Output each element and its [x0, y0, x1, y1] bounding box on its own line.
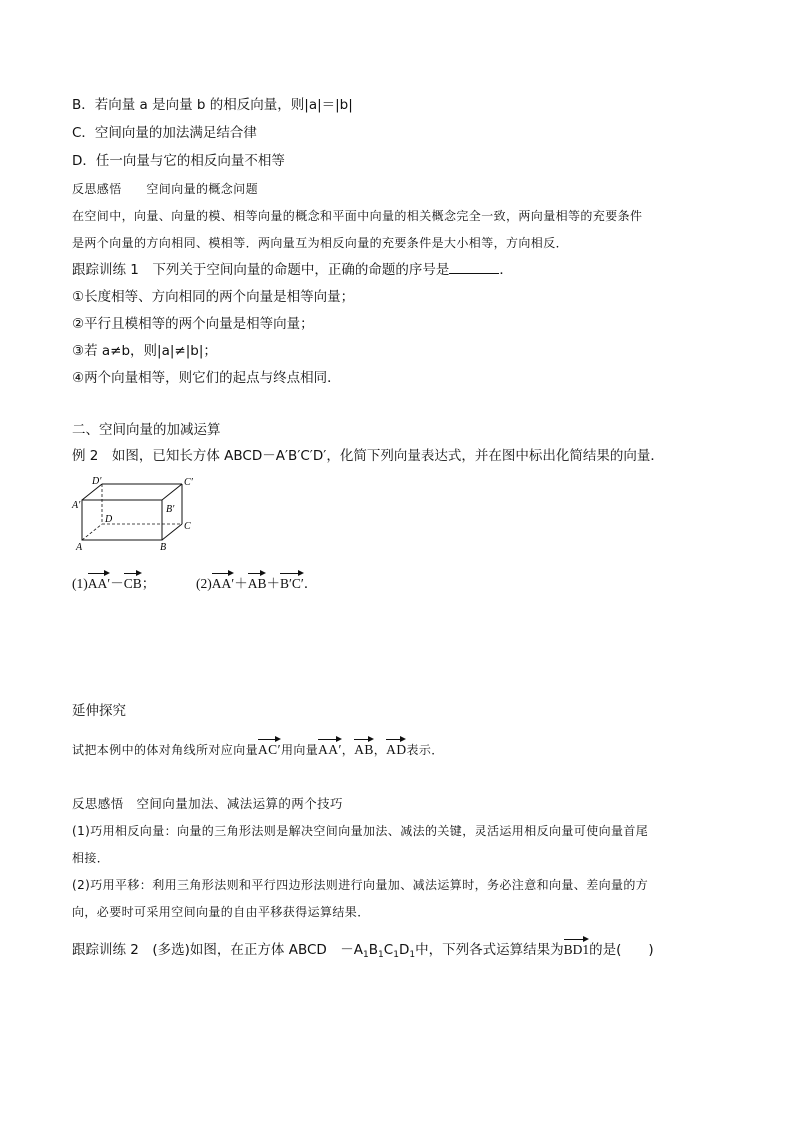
- vector-ac1: AC′: [258, 734, 281, 759]
- cuboid-diagram: [70, 476, 200, 558]
- operator-plus-2: ＋: [266, 576, 280, 591]
- top-right-edge: [162, 484, 182, 500]
- extension-title: 延伸探究: [72, 703, 126, 719]
- expression-2-end: ．: [303, 576, 318, 591]
- front-face: [82, 500, 162, 540]
- vector-cb: CB: [124, 568, 142, 593]
- label-b: B: [160, 542, 167, 553]
- vector-ad: AD: [386, 734, 406, 759]
- tracking-exercise-2-text: 跟踪训练 2 (多选)如图，在正方体 ABCD －A: [72, 942, 364, 958]
- section-heading-2: 二、空间向量的加减运算: [72, 422, 221, 438]
- reflection-paragraph-1a: 在空间中，向量、向量的模、相等向量的概念和平面中向量的相关概念完全一致，两向量相等的充要条件: [72, 209, 643, 223]
- tracking-exercise-1-text: 跟踪训练 1 下列关于空间向量的命题中，正确的命题的序号是: [72, 262, 450, 278]
- vector-ab-2: AB: [354, 734, 374, 759]
- expression-2: [196, 568, 317, 593]
- option-c: C．空间向量的加法满足结合律: [72, 125, 257, 141]
- label-d: D: [105, 514, 113, 525]
- reflection-paragraph-2d: 向，必要时可采用空间向量的自由平移获得运算结果．: [72, 905, 370, 919]
- expression-2-number: (2): [196, 576, 212, 591]
- statement-3: ③若 a≠b，则|a|≠|b|；: [72, 343, 217, 359]
- hidden-left-edge: [82, 524, 102, 540]
- operator-minus: －: [110, 576, 124, 591]
- bottom-right-edge: [162, 524, 182, 540]
- vector-aa1: AA′: [88, 568, 110, 593]
- reflection-title-2: 反思感悟 空间向量加法、减法运算的两个技巧: [72, 796, 343, 811]
- tracking-exercise-1-end: ．: [499, 262, 513, 278]
- operator-plus-1: ＋: [234, 576, 248, 591]
- extension-text-2: 用向量: [280, 743, 319, 757]
- reflection-title-1: 反思感悟 空间向量的概念问题: [72, 182, 259, 196]
- tracking-exercise-2-mid: 中，下列各式运算结果为: [415, 942, 564, 958]
- reflection-paragraph-2a: (1)巧用相反向量：向量的三角形法则是解决空间向量加法、减法的关键，灵活运用相反向量可使向量首尾: [72, 824, 649, 838]
- vector-aa1-2: AA′: [212, 568, 234, 593]
- label-b1: B′: [166, 504, 175, 515]
- option-d: D．任一向量与它的相反向量不相等: [72, 153, 285, 169]
- answer-blank[interactable]: [449, 261, 499, 274]
- statement-1: ①长度相等、方向相同的两个向量是相等向量；: [72, 289, 355, 305]
- extension-text-1: 试把本例中的体对角线所对应向量: [72, 743, 259, 757]
- label-c: C: [184, 521, 191, 532]
- cuboid-figure: [70, 476, 200, 558]
- statement-4: ④两个向量相等，则它们的起点与终点相同．: [72, 370, 341, 386]
- tracking-exercise-2: 跟踪训练 2 (多选)如图，在正方体 ABCD $-A_1B_1C_1D_1$中，下列各式运算结果为BD1的是( ): [72, 934, 654, 964]
- statement-2: ②平行且模相等的两个向量是相等向量；: [72, 316, 314, 332]
- extension-question: [72, 734, 444, 759]
- comma-1: ，: [341, 743, 355, 757]
- label-d1: D′: [92, 476, 102, 487]
- expression-1-end: ；: [141, 576, 156, 591]
- vector-b1c1: B′C′: [280, 568, 304, 593]
- reflection-paragraph-2b: 相接．: [72, 851, 110, 865]
- example-2: 例 2 如图，已知长方体 ABCD－A′B′C′D′，化简下列向量表达式，并在图中标出化简结果的向量．: [72, 448, 664, 464]
- label-a1: A′: [72, 500, 81, 511]
- comma-2: ，: [373, 743, 387, 757]
- vector-bd1: BD1: [564, 934, 590, 959]
- expression-1-number: (1): [72, 576, 88, 591]
- label-a: A: [76, 542, 83, 553]
- reflection-paragraph-1b: 是两个向量的方向相同、模相等．两向量互为相反向量的充要条件是大小相等，方向相反．: [72, 236, 569, 250]
- label-c1: C′: [184, 477, 193, 488]
- vector-aa1-3: AA′: [318, 734, 342, 759]
- vector-ab: AB: [248, 568, 267, 593]
- tracking-exercise-1: [72, 261, 513, 279]
- reflection-paragraph-2c: (2)巧用平移：利用三角形法则和平行四边形法则进行向量加、减法运算时，务必注意和向量、差向量的方: [72, 878, 649, 892]
- expression-1: [72, 568, 155, 593]
- option-b: B．若向量 a 是向量 b 的相反向量，则|a|＝|b|: [72, 97, 353, 113]
- tracking-exercise-2-end: 的是( ): [589, 942, 654, 958]
- extension-text-3: 表示．: [406, 743, 444, 757]
